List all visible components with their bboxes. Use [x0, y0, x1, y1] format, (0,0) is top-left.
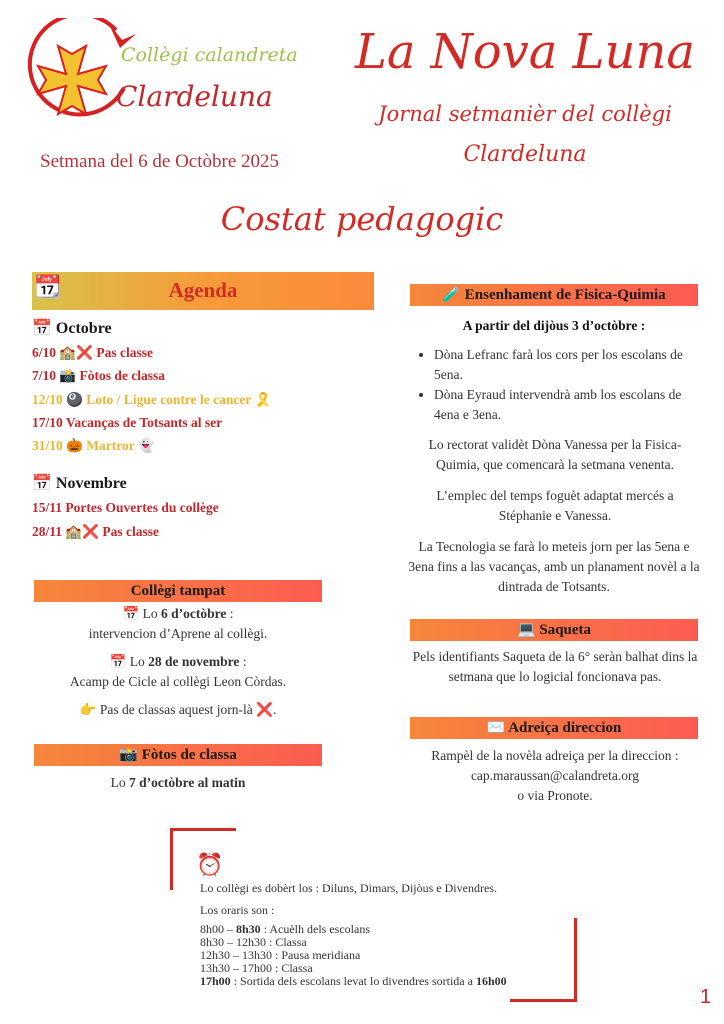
physics-header: 🧪 Ensenhament de Fisica-Quimia: [410, 284, 698, 306]
month-heading-novembre: 📅 Novembre: [32, 475, 127, 492]
agenda-item: 28/11 🏫❌ Pas classe: [32, 524, 159, 539]
class-photos-header: 📸 Fòtos de classa: [34, 744, 322, 766]
physics-lead: A partir del dijòus 3 d’octòbre :: [462, 318, 646, 333]
college-closed-content: 📅 Lo 6 d’octòbre : intervencion d’Aprene al collègi. 📅 Lo 28 de novembre : Acamp de Cicle al collègi Leon Còrdas. 👉 Pas de classas aquest jorn-là ❌.: [69, 606, 287, 717]
college-closed-header: Collègi tampat: [34, 580, 322, 602]
month-name: Octobre: [55, 320, 112, 337]
month-name: Novembre: [55, 475, 127, 492]
agenda-item: 31/10 🎃 Martror 👻: [32, 438, 155, 453]
physics-para: L’emplec del temps foguèt adaptat mercés a Stéphanie e Vanessa.: [436, 488, 674, 523]
physics-list: [420, 345, 700, 425]
page-number: 1: [700, 986, 712, 1008]
month-heading-octobre: 📅 Octobre: [32, 320, 112, 337]
agenda-item: 15/11 Portes Ouvertes du collège: [32, 500, 219, 515]
schedule-list: 8h00 – 8h30 : Acuèlh dels escolans 8h30 – 12h30 : Classa 12h30 – 13h30 : Pausa meridiana 13h30 – 17h00 : Classa 17h00 : Sortida dels escolans levat lo divendres sortida a 16h00: [200, 922, 507, 988]
class-photos-text: Lo 7 d’octòbre al matin: [110, 775, 246, 790]
opening-days: Lo collègi es dobèrt los : Diluns, Dimars, Dijòus e Divendres.: [200, 881, 497, 895]
address-content: Rampèl de la novèla adreiça per la direccion : cap.maraussan@calandreta.org o via Pronote.: [400, 746, 710, 806]
newspaper-title: La Nova Luna: [355, 24, 695, 80]
physics-para: Lo rectorat validèt Dòna Vanessa per la Fisica-Quimia, que comencarà la setmana venenta.: [428, 437, 682, 472]
newspaper-subtitle-school: Clardeluna: [463, 142, 587, 167]
agenda-title: Agenda: [168, 278, 238, 302]
list-item: • Dòna Lefranc farà los cors per los escolans de 5ena.: [434, 345, 700, 385]
newspaper-subtitle: Jornal setmanièr del collègi: [378, 102, 672, 126]
email-link[interactable]: cap.maraussan@calandreta.org: [470, 768, 640, 783]
address-header: ✉️ Adreiça direccion: [410, 717, 698, 739]
calendar-icon: 📆: [34, 274, 62, 299]
logo-top-text: Collègi calandreta: [121, 44, 298, 66]
alarm-clock-icon: ⏰: [196, 852, 224, 877]
frame-corner: [510, 918, 577, 1002]
agenda-item: 17/10 Vacanças de Totsants al ser: [32, 415, 223, 430]
saqueta-text: Pels identifiants Saqueta de la 6° seràn balhat dins la setmana que lo logicial foncionava pas.: [412, 649, 698, 684]
agenda-item: 12/10 🎱 Loto / Ligue contre le cancer 🎗️: [32, 392, 272, 407]
logo-name: Clardeluna: [116, 80, 273, 113]
agenda-item: 7/10 📸 Fòtos de classa: [32, 368, 166, 383]
list-item: • Dòna Eyraud intervendrà amb los escolans de 4ena e 3ena.: [434, 385, 700, 425]
physics-para: La Tecnologia se farà lo meteis jorn per las 5ena e 3ena fins a las vacanças, amb un planament novèl a la dintrada de Totsants.: [408, 539, 700, 594]
agenda-header: [32, 272, 374, 310]
saqueta-header: 💻 Saqueta: [410, 619, 698, 641]
agenda-item: 6/10 🏫❌ Pas classe: [32, 345, 153, 360]
logo: [16, 18, 298, 128]
section-title: Costat pedagogic: [220, 200, 504, 238]
schedule-intro: Los oraris son :: [200, 903, 275, 917]
week-label: Setmana del 6 de Octòbre 2025: [40, 151, 280, 172]
